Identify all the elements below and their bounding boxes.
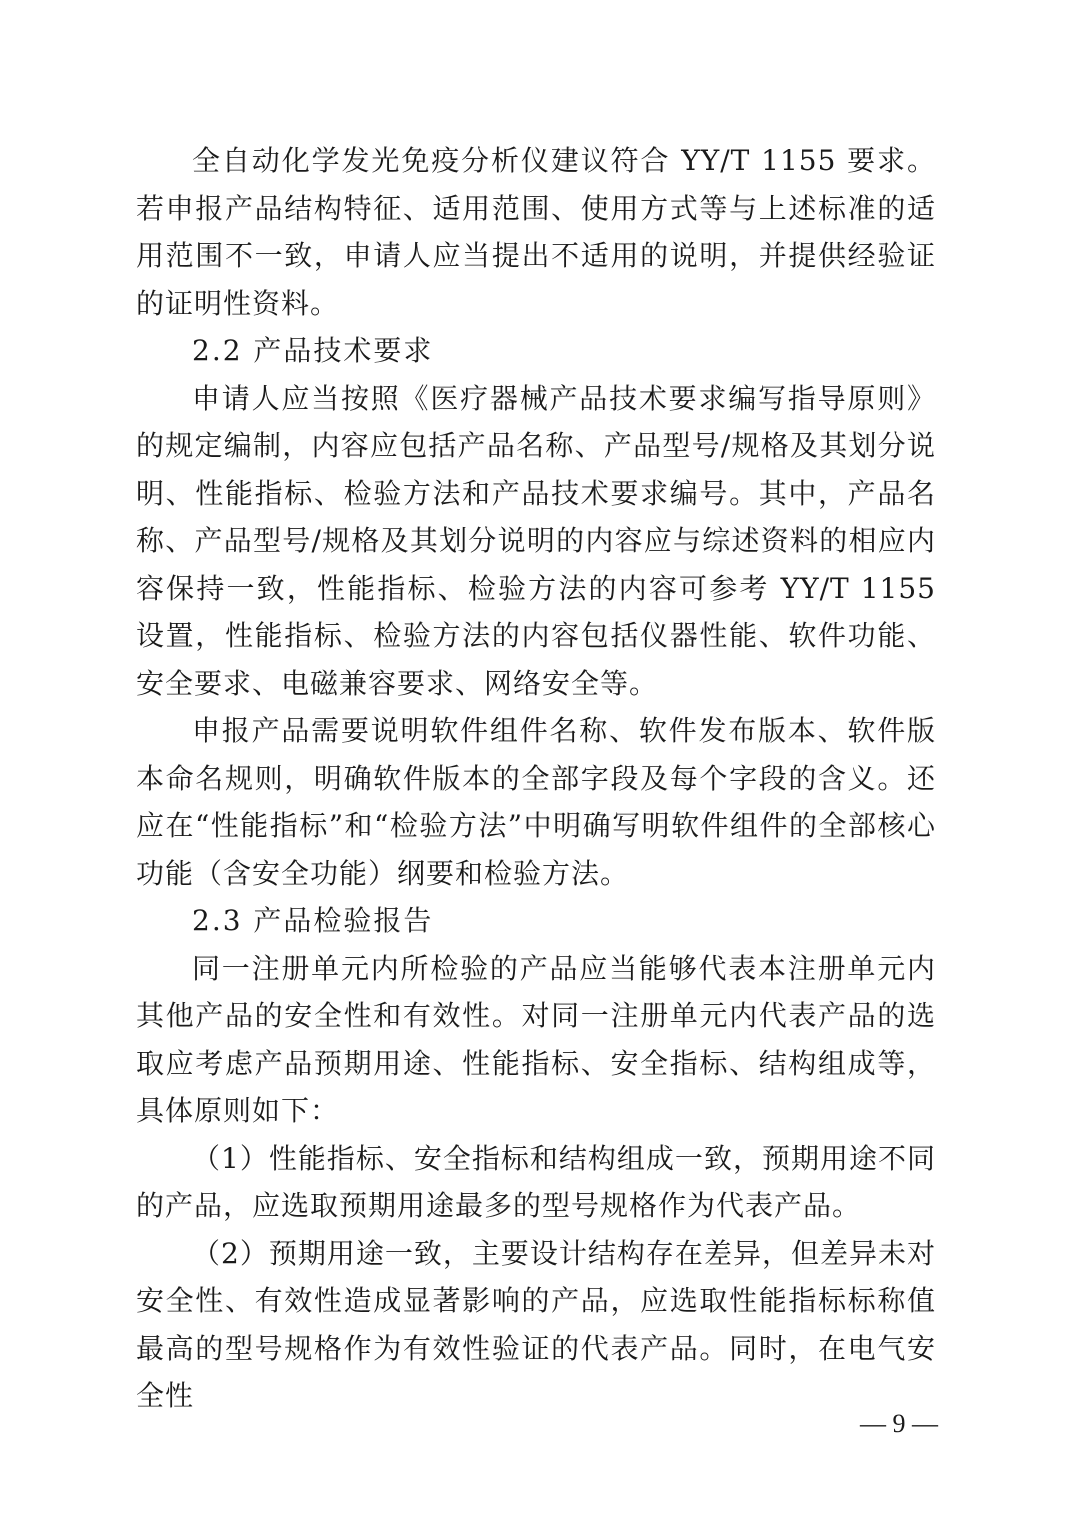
paragraph-inspection-principles: 同一注册单元内所检验的产品应当能够代表本注册单元内其他产品的安全性和有效性。对同一注册单元内代表产品的选取应考虑产品预期用途、性能指标、安全指标、结构组成等，具体原则如下： — [136, 951, 936, 1127]
section-heading-2-2: 2.2 产品技术要求 — [192, 334, 434, 367]
paragraph-standard-compliance: 全自动化学发光免疫分析仪建议符合 YY/T 1155 要求。若申报产品结构特征、适用范围、使用方式等与上述标准的适用范围不一致，申请人应当提出不适用的说明，并提供经验证的证明性资料。 — [136, 144, 936, 320]
paragraph-software-components: 申报产品需要说明软件组件名称、软件发布版本、软件版本命名规则，明确软件版本的全部字段及每个字段的含义。还应在“性能指标”和“检验方法”中明确写明软件组件的全部核心功能（含安全功能）纲要和检验方法。 — [136, 714, 936, 890]
document-body — [136, 137, 936, 1420]
page-number: — 9 — — [860, 1409, 938, 1438]
paragraph-principle-2: （2）预期用途一致，主要设计结构存在差异，但差异未对安全性、有效性造成显著影响的产品，应选取性能指标标称值最高的型号规格作为有效性验证的代表产品。同时，在电气安全性 — [136, 1236, 936, 1412]
paragraph-technical-requirements: 申请人应当按照《医疗器械产品技术要求编写指导原则》的规定编制，内容应包括产品名称、产品型号/规格及其划分说明、性能指标、检验方法和产品技术要求编号。其中，产品名称、产品型号/规格及其划分说明的内容应与综述资料的相应内容保持一致，性能指标、检验方法的内容可参考 YY/T 1155 设置，性能指标、检验方法的内容包括仪器性能、软件功能、安全要求、电磁兼容要求、网络安全等。 — [136, 381, 936, 700]
paragraph-principle-1: （1）性能指标、安全指标和结构组成一致，预期用途不同的产品，应选取预期用途最多的型号规格作为代表产品。 — [136, 1141, 936, 1222]
section-heading-2-3: 2.3 产品检验报告 — [192, 904, 434, 937]
